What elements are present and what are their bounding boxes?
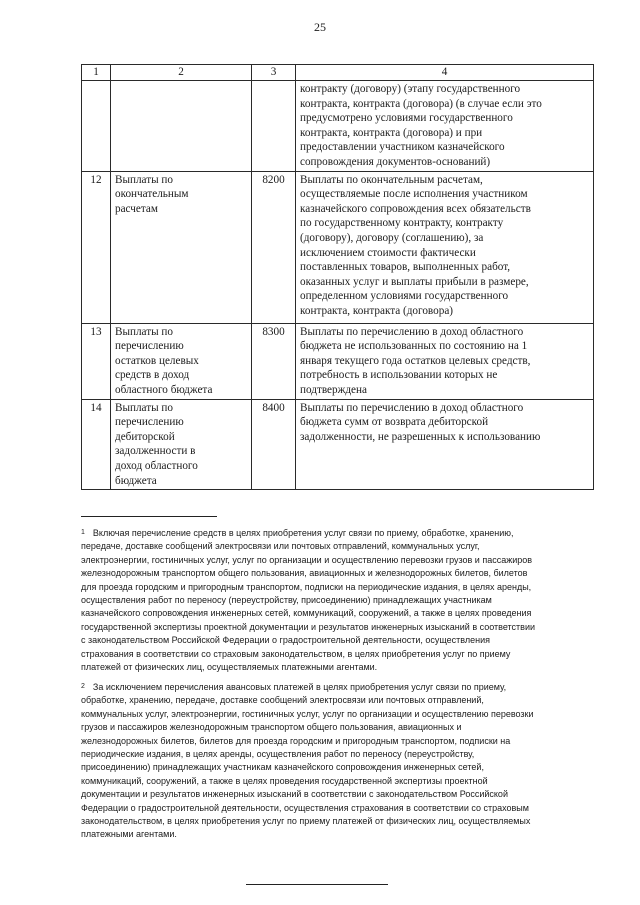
- description-line: по государственному контракту, контракту: [300, 217, 504, 230]
- name-line: бюджета: [115, 474, 157, 487]
- description-line: бюджета сумм от возврата дебиторской: [300, 416, 489, 429]
- name-line: Выплаты по: [115, 401, 174, 414]
- description-line: задолженности, не разрешенных к использованию: [300, 430, 541, 443]
- payment-name: [111, 323, 252, 399]
- row-number: 13: [82, 323, 111, 399]
- payment-name: [111, 399, 252, 490]
- footnote-line: передаче, доставке сообщений электросвязи или почтовых отправлений, коммунальных услуг,: [81, 541, 480, 552]
- table-row: [82, 323, 594, 399]
- description-line: поставленных товаров, выполненных работ,: [300, 261, 511, 274]
- footnote-line: казначейского сопровождения инженерных сетей, коммуникаций, сооружений, а также в целях проведения: [81, 608, 532, 619]
- description-line: исключением стоимости фактически: [300, 246, 476, 259]
- row-number: 12: [82, 171, 111, 323]
- description-line: оказанных услуг и выплаты прибыли в размере,: [300, 275, 529, 288]
- footnote-line: железнодорожным транспортом общего пользования, авиационных и железнодорожных билетов, билетов: [81, 568, 528, 579]
- table-row: [82, 399, 594, 490]
- header-cell: 3: [252, 65, 296, 81]
- name-line: задолженности в: [115, 445, 196, 458]
- description-line: контракту (договору) (этапу государственного: [300, 83, 521, 95]
- footnote-1: [81, 526, 593, 674]
- footnote-line: [81, 526, 593, 540]
- footnote-line: периодические издания, в целях аренды, осуществления работ по переносу (переустройству,: [81, 749, 475, 760]
- page-number: 25: [314, 20, 326, 34]
- footnote-line: [81, 680, 593, 694]
- description-line: определенном условиями государственного: [300, 290, 509, 303]
- header-cell: 1: [82, 65, 111, 81]
- payment-description: [296, 323, 594, 399]
- payment-code: 8200: [252, 171, 296, 323]
- payment-code: 8300: [252, 323, 296, 399]
- name-line: дебиторской: [115, 430, 175, 443]
- footnote-separator: [81, 516, 217, 517]
- payment-code: 8400: [252, 399, 296, 490]
- description-line: осуществляемые после исполнения участником: [300, 188, 528, 201]
- name-line: доход областного: [115, 459, 198, 472]
- payment-code: [252, 81, 296, 172]
- header-cell: 4: [296, 65, 594, 81]
- description-line: контракта, контракта (договора): [300, 304, 454, 317]
- table-row: [82, 171, 594, 323]
- footnote-line: платежей от физических лиц, осуществляемых платежными агентами.: [81, 662, 378, 673]
- name-line: перечислению: [115, 340, 184, 353]
- bottom-separator: [246, 884, 388, 885]
- footnote-line: коммуникаций, сооружений, а также в целях проведения государственной экспертизы проектной: [81, 775, 488, 786]
- footnote-line: коммунальных услуг, электроэнергии, гостиничных услуг, услуг по организации и осуществлению перевозки: [81, 708, 534, 719]
- footnote-line: с законодательством Российской Федерации о градостроительной деятельности, осуществления: [81, 635, 490, 646]
- row-number: 14: [82, 399, 111, 490]
- name-line: Выплаты по: [115, 325, 174, 338]
- footnote-text: Включая перечисление средств в целях приобретения услуг связи по приему, обработке, хранению,: [92, 528, 514, 538]
- footnote-mark: 1: [81, 529, 85, 536]
- name-line: средств в доход: [115, 369, 190, 382]
- footnote-line: грузов и пассажиров железнодорожным транспортом общего пользования, авиационных и: [81, 722, 462, 733]
- name-line: перечислению: [115, 416, 184, 429]
- name-line: остатков целевых: [115, 354, 199, 367]
- payment-name: [111, 171, 252, 323]
- table-header-row: [82, 65, 594, 81]
- description-line: предусмотрено условиями государственного: [300, 112, 513, 125]
- footnote-line: страхования в соответствии со страховым законодательством, в целях приобретения услуг по приему: [81, 648, 511, 659]
- description-line: контракта, контракта (договора) (в случае если это: [300, 97, 542, 110]
- footnote-line: Федерации о градостроительной деятельности, осуществления страхования в соответствии со страховым: [81, 802, 529, 813]
- payment-name: [111, 81, 252, 172]
- description-line: предоставлении участником казначейского: [300, 141, 505, 154]
- footnote-line: обработке, хранению, передаче, доставке сообщений электросвязи или почтовых отправлений,: [81, 695, 484, 706]
- header-cell: 2: [111, 65, 252, 81]
- footnote-line: электроэнергии, гостиничных услуг, услуг по организации и осуществлению перевозки грузов и пассажиров: [81, 554, 533, 565]
- payment-description: [296, 171, 594, 323]
- description-line: контракта, контракта (договора) и при: [300, 126, 483, 139]
- description-line: казначейского сопровождения всех обязательств: [300, 202, 531, 215]
- payment-description: [296, 399, 594, 490]
- footnote-line: железнодорожных билетов, билетов для проезда городским и пригородным транспортом, подписки на: [81, 735, 511, 746]
- description-line: Выплаты по перечислению в доход областного: [300, 325, 524, 338]
- name-line: расчетам: [115, 202, 158, 215]
- footnote-line: осуществления работ по переносу (переустройству, присоединению) принадлежащих участникам: [81, 595, 492, 606]
- footnote-line: присоединению) принадлежащих участникам казначейского сопровождения инженерных сетей,: [81, 762, 484, 773]
- description-line: бюджета не использованных по состоянию на 1: [300, 340, 528, 353]
- footnote-2: [81, 680, 593, 842]
- description-line: (договору), договору (соглашению), за: [300, 231, 484, 244]
- footnote-mark: 2: [81, 683, 85, 690]
- table-row: [82, 81, 594, 172]
- footnote-line: законодательством, в целях приобретения услуг по приему платежей от физических лиц, осуществляемых: [81, 816, 531, 827]
- description-line: подтверждена: [300, 383, 367, 396]
- footnote-line: государственной экспертизы проектной документации и результатов инженерных изысканий в соответствии: [81, 621, 536, 632]
- data-table: [81, 64, 594, 490]
- name-line: Выплаты по: [115, 173, 174, 186]
- description-line: января текущего года остатков целевых средств,: [300, 354, 531, 367]
- footnote-line: для проезда городским и пригородным транспортом, подписки на периодические издания, в целях аренды,: [81, 581, 532, 592]
- description-line: Выплаты по окончательным расчетам,: [300, 173, 483, 186]
- payment-description: [296, 81, 594, 172]
- row-number: [82, 81, 111, 172]
- name-line: областного бюджета: [115, 383, 213, 396]
- description-line: Выплаты по перечислению в доход областного: [300, 401, 524, 414]
- footnote-line: платежными агентами.: [81, 829, 177, 840]
- description-line: сопровождения документов-оснований): [300, 155, 491, 168]
- footnote-text: За исключением перечисления авансовых платежей в целях приобретения услуг связи по приему,: [92, 682, 507, 692]
- description-line: потребность в использовании которых не: [300, 369, 498, 382]
- footnote-line: документации и результатов инженерных изысканий в соответствии с законодательством Российской: [81, 789, 508, 800]
- name-line: окончательным: [115, 188, 189, 201]
